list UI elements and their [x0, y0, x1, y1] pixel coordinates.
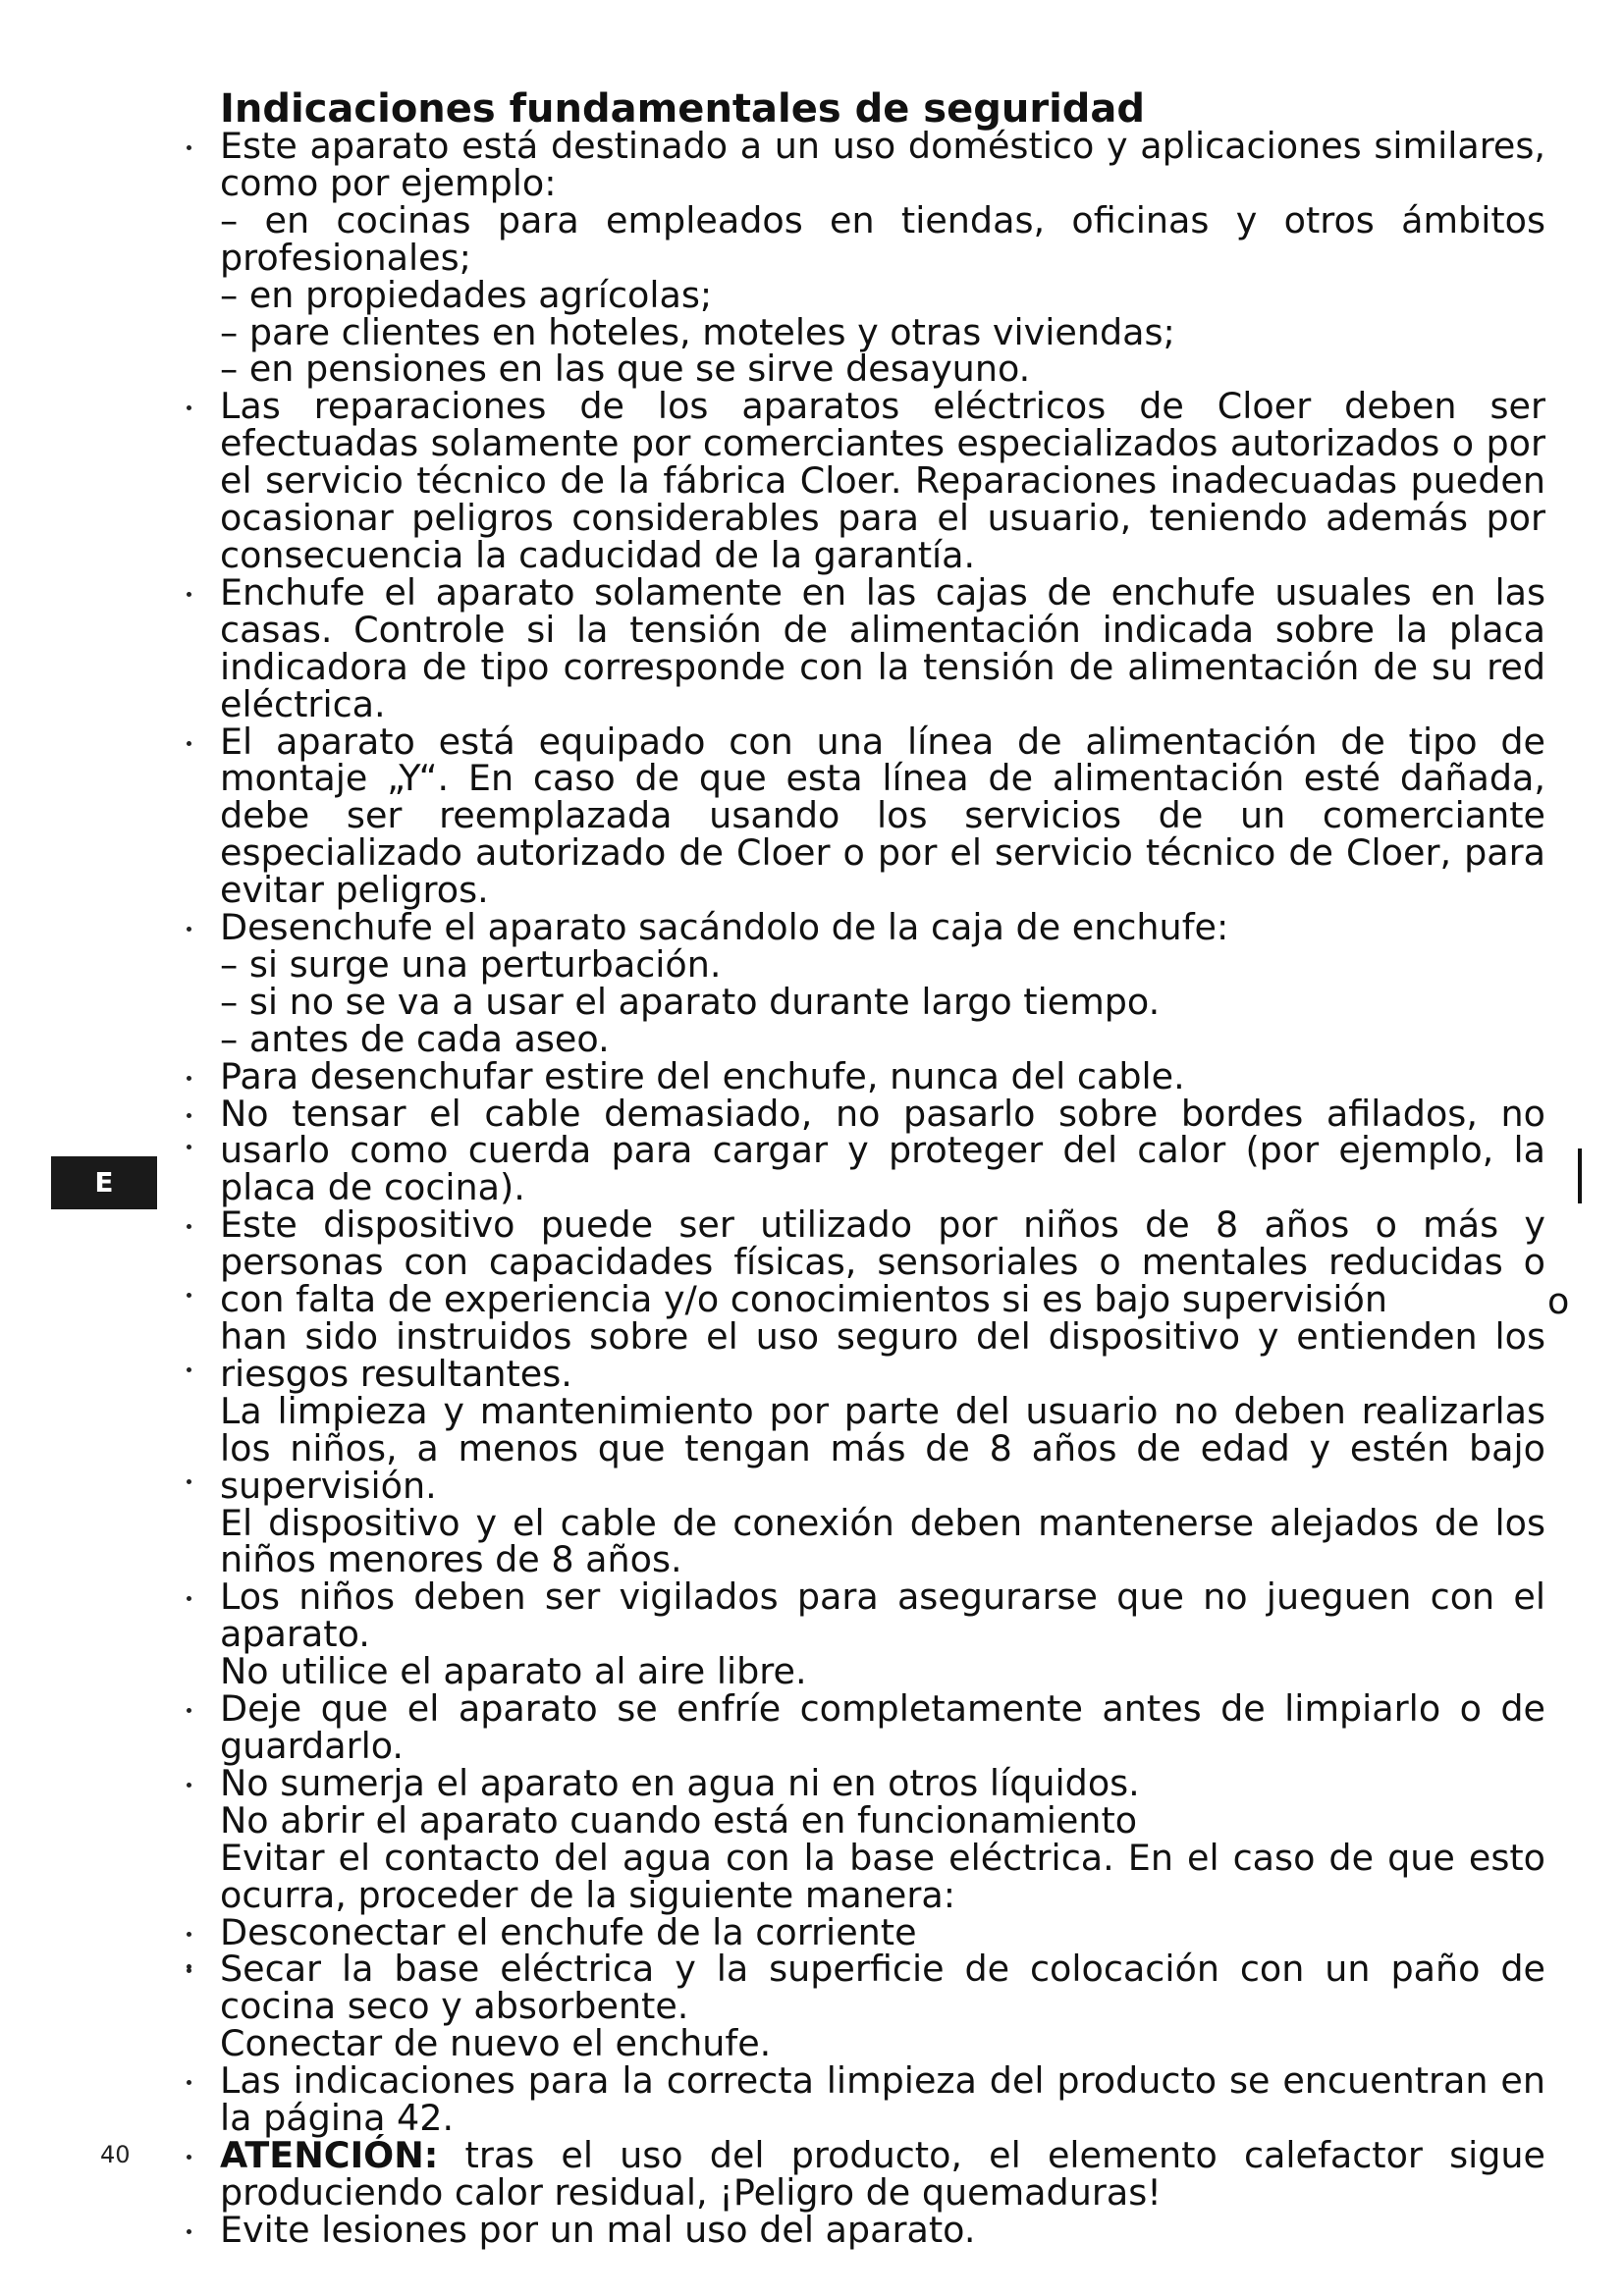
margin-bar [1578, 1148, 1582, 1203]
warning-item [220, 2133, 1545, 2214]
sub-item: – en propiedades agrícolas; [220, 273, 713, 316]
sub-item: – antes de cada aseo. [220, 1017, 610, 1060]
safety-instructions [220, 125, 1545, 2251]
warning-text: tras el uso del producto, el elemento calefactor sigue produciendo calor residual, ¡Peligro de quemaduras! [220, 2133, 1545, 2214]
continuation-text: No abrir el aparato cuando está en funcionamiento [220, 1798, 1138, 1842]
sub-item: – si surge una perturbación. [220, 942, 722, 986]
stray-bullet [187, 1293, 191, 1298]
sub-item: – pare clientes en hoteles, moteles y otras viviendas; [220, 310, 1175, 353]
stray-bullet [187, 1964, 191, 1969]
language-tab: E [51, 1156, 157, 1209]
instruction-item: Enchufe el aparato solamente en las cajas de enchufe usuales en las casas. Controle si la tensión de alimentación indicada sobre la placa indicadora de tipo corresponde con la tensión de alimentación de su red eléctrica. [220, 570, 1545, 725]
instruction-item: Las indicaciones para la correcta limpieza del producto se encuentran en la página 42. [220, 2059, 1545, 2140]
instruction-item: Este dispositivo puede ser utilizado por niños de 8 años o más y personas con capacidades físicas, sensoriales o mentales reducidas o con falta de experiencia y/o conocimientos si es bajo supervisión [220, 1203, 1545, 1321]
instruction-item: Las reparaciones de los aparatos eléctricos de Cloer deben ser efectuadas solamente por comerciantes especializados autorizados o por el servicio técnico de la fábrica Cloer. Reparaciones inadecuadas pueden ocasionar peligros considerables para el usuario, teniendo además por consecuencia la caducidad de la garantía. [220, 385, 1545, 576]
instruction-item: Desconectar el enchufe de la corriente [220, 1914, 1545, 1951]
sub-item: – en pensiones en las que se sirve desayuno. [220, 347, 1031, 391]
instruction-item: El aparato está equipado con una línea de alimentación de tipo de montaje „Y“. En caso de que esta línea de alimentación esté dañada, debe ser reemplazada usando los servicios de un comerciante especializado autorizado de Cloer o por el servicio técnico de Cloer, para evitar peligros. [220, 720, 1545, 912]
continuation-text: El dispositivo y el cable de conexión deben mantenerse alejados de los niños menores de 8 años. [220, 1501, 1545, 1581]
sub-item: – si no se va a usar el aparato durante largo tiempo. [220, 980, 1161, 1023]
instruction-item: Desenchufe el aparato sacándolo de la caja de enchufe: [220, 909, 1545, 946]
continuation-text: han sido instruidos sobre el uso seguro del dispositivo y entienden los riesgos resultantes. [220, 1315, 1545, 1395]
continuation-text: Conectar de nuevo el enchufe. [220, 2022, 772, 2065]
sub-item: – en cocinas para empleados en tiendas, oficinas y otros ámbitos profesionales; [220, 198, 1545, 279]
warning-label: ATENCIÓN: [220, 2133, 439, 2176]
continuation-text: No utilice el aparato al aire libre. [220, 1650, 807, 1693]
stray-bullet [187, 1367, 191, 1372]
stray-bullet [187, 1479, 191, 1484]
instruction-item: No tensar el cable demasiado, no pasarlo sobre bordes afilados, no usarlo como cuerda para cargar y proteger del calor (por ejemplo, la placa de cocina). [220, 1092, 1545, 1209]
continuation-text: Evitar el contacto del agua con la base eléctrica. En el caso de que esto ocurra, proceder de la siguiente manera: [220, 1836, 1545, 1916]
section-heading: Indicaciones fundamentales de seguridad [220, 86, 1146, 132]
instruction-item: Para desenchufar estire del enchufe, nunca del cable. [220, 1058, 1545, 1095]
instruction-item: Evite lesiones por un mal uso del aparato. [220, 2212, 1545, 2249]
stray-bullet [187, 1145, 191, 1149]
page-number: 40 [100, 2141, 131, 2168]
instruction-item: Los niños deben ser vigilados para asegurarse que no jueguen con el aparato. [220, 1575, 1545, 1656]
instruction-item: Secar la base eléctrica y la superficie de colocación con un paño de cocina seco y absorbente. [220, 1948, 1545, 2028]
continuation-text: La limpieza y mantenimiento por parte del usuario no deben realizarlas los niños, a menos que tengan más de 8 años de edad y estén bajo supervisión. [220, 1389, 1545, 1507]
instruction-item: Deje que el aparato se enfríe completamente antes de limpiarlo o de guardarlo. [220, 1687, 1545, 1767]
stray-letter: o [1547, 1280, 1570, 1322]
instruction-item: No sumerja el aparato en agua ni en otros líquidos. [220, 1765, 1545, 1802]
instruction-item: Este aparato está destinado a un uso doméstico y aplicaciones similares, como por ejemplo: [220, 125, 1545, 204]
